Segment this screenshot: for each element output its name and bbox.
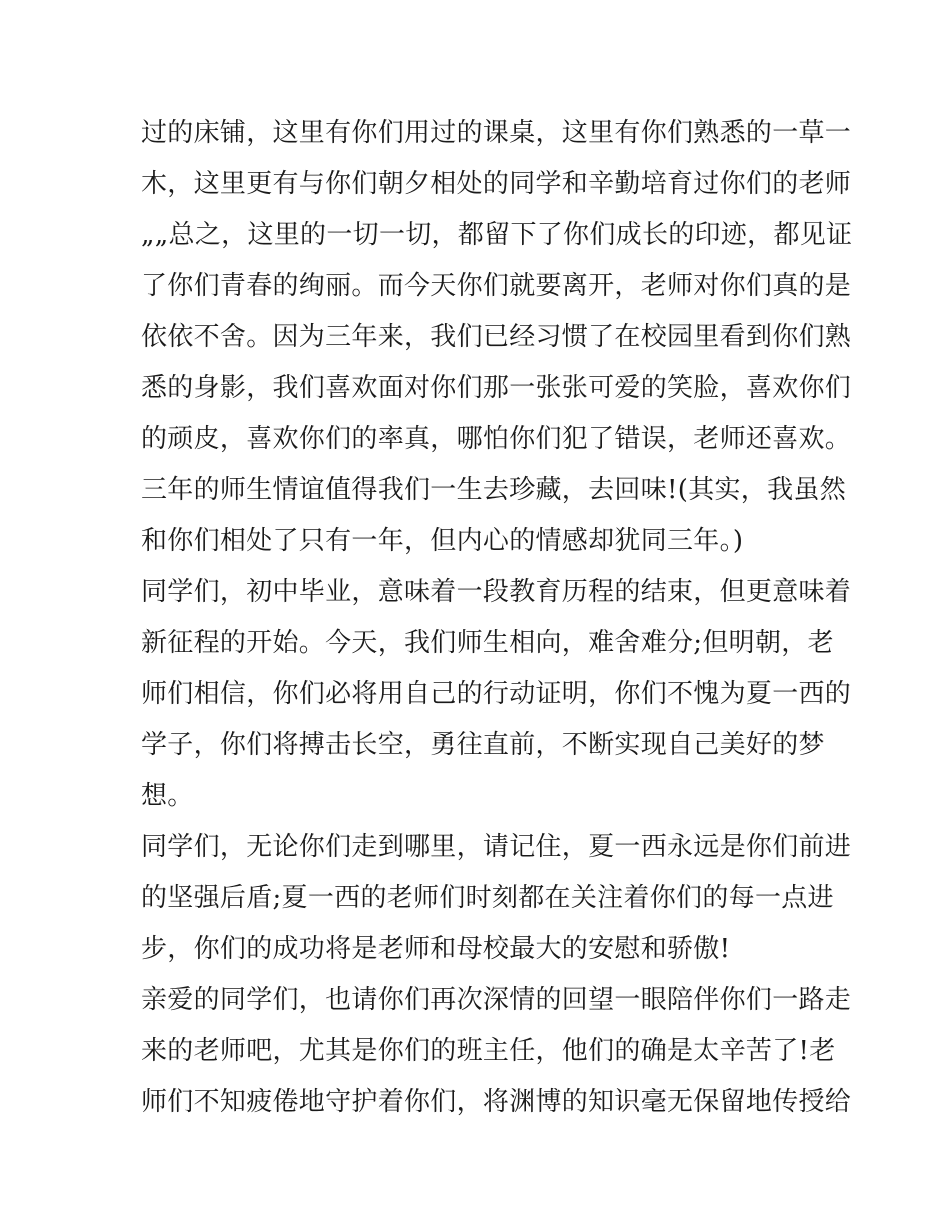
text-line: 的坚强后盾;夏一西的老师们时刻都在关注着你们的每一点进 [141,883,834,913]
text-line: 过的床铺，这里有你们用过的课桌，这里有你们熟悉的一草一 [141,118,852,148]
text-line: 同学们，初中毕业，意味着一段教育历程的结束，但更意味着 [141,577,852,607]
text-line: 木，这里更有与你们朝夕相处的同学和辛勤培育过你们的老师 [141,169,852,199]
text-line: 了你们青春的绚丽。而今天你们就要离开，老师对你们真的是 [141,271,852,301]
text-line: 想。 [141,781,194,811]
text-line: 的顽皮，喜欢你们的率真，哪怕你们犯了错误，老师还喜欢。 [141,424,852,454]
text-line: 师们不知疲倦地守护着你们，将渊博的知识毫无保留地传授给 [141,1087,852,1117]
text-line: 悉的身影，我们喜欢面对你们那一张张可爱的笑脸，喜欢你们 [141,373,852,403]
text-line: 三年的师生情谊值得我们一生去珍藏，去回味!(其实，我虽然 [141,475,846,505]
text-line: 同学们，无论你们走到哪里，请记住，夏一西永远是你们前进 [141,832,852,862]
text-line: 来的老师吧，尤其是你们的班主任，他们的确是太辛苦了!老 [141,1036,836,1066]
text-line: 依依不舍。因为三年来，我们已经习惯了在校园里看到你们熟 [141,322,852,352]
text-line: 新征程的开始。今天，我们师生相向，难舍难分;但明朝，老 [141,628,834,658]
text-line: 步，你们的成功将是老师和母校最大的安慰和骄傲! [141,934,731,964]
text-line: 亲爱的同学们，也请你们再次深情的回望一眼陪伴你们一路走 [141,985,852,1015]
text-line: 学子，你们将搏击长空，勇往直前，不断实现自己美好的梦 [141,730,825,760]
text-line: „„总之，这里的一切一切，都留下了你们成长的印迹，都见证 [141,220,853,250]
body-text [141,108,853,1128]
text-line: 和你们相处了只有一年，但内心的情感却犹同三年。) [141,526,744,556]
text-line: 师们相信，你们必将用自己的行动证明，你们不愧为夏一西的 [141,679,852,709]
